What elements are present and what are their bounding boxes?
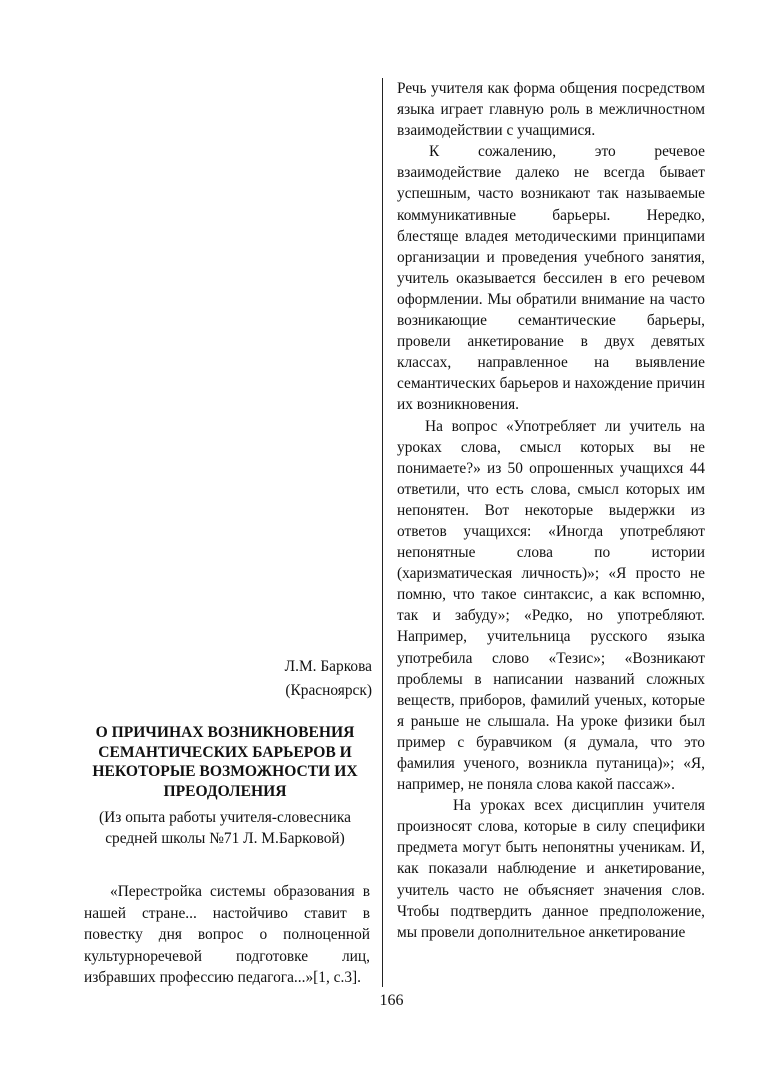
paragraph-1: Речь учителя как форма общения посредством языка играет главную роль в межличностном взаимодействии с учащимися. — [397, 80, 705, 140]
epigraph: «Перестройка системы образования в нашей стране... настойчиво ставит в повестку дня вопрос о полноценной культурноречевой подготовке лиц, избравших профессию педагога...»[1, с.3]. — [84, 883, 370, 986]
article-title: О ПРИЧИНАХ ВОЗНИКНОВЕНИЯ СЕМАНТИЧЕСКИХ БАРЬЕРОВ И НЕКОТОРЫЕ ВОЗМОЖНОСТИ ИХ ПРЕОДОЛЕНИЯ — [92, 724, 358, 800]
author-city: (Красноярск) — [285, 682, 372, 699]
paragraph-3: На вопрос «Употребляет ли учитель на уроках слова, смысл которых вы не понимаете?» из 50 опрошенных учащихся 44 ответили, что есть слова, смысл которых им непонятен. Вот некоторые выдержки из ответов учащихся: «Иногда употребляют непонятные слова по истории (харизматическая личность)»; «Я просто не помню, что такое синтаксис, а как вспомню, так и забуду»; «Редко, но употребляют. Например, учительница русского языка употребила слово «Тезис»; «Возникают проблемы в написании названий сложных веществ, приборов, фамилий ученых, которые я раньше не слышала. На уроке физики был пример с буравчиком (я думала, что это фамилия ученого, возникла путаница)»; «Я, например, не поняла слова какой пассаж». — [397, 417, 705, 794]
article-subtitle: (Из опыта работы учителя-словесника средней школы №71 Л. М.Барковой) — [99, 809, 351, 847]
column-divider — [382, 78, 383, 987]
right-column — [397, 78, 705, 943]
page-number: 166 — [379, 992, 404, 1009]
paragraph-2: К сожалению, это речевое взаимодействие далеко не всегда бывает успешным, часто возникают так называемые коммуникативные барьеры. Нередко, блестяще владея методическими принципами организации и проведения учебного занятия, учитель оказывается бессилен в его речевом оформлении. Мы обратили внимание на часто возникающие семантические барьеры, провели анкетирование в двух девятых классах, направленное на выявление семантических барьеров и нахождение причин их возникновения. — [397, 143, 705, 414]
author-name: Л.М. Баркова — [284, 658, 372, 675]
paragraph-4: На уроках всех дисциплин учителя произносят слова, которые в силу специфики предмета могут быть непонятны ученикам. И, как показали наблюдение и анкетирование, учитель часто не объясняет значения слов. Чтобы подтвердить данное предположение, мы провели дополнительное анкетирование — [397, 797, 705, 941]
